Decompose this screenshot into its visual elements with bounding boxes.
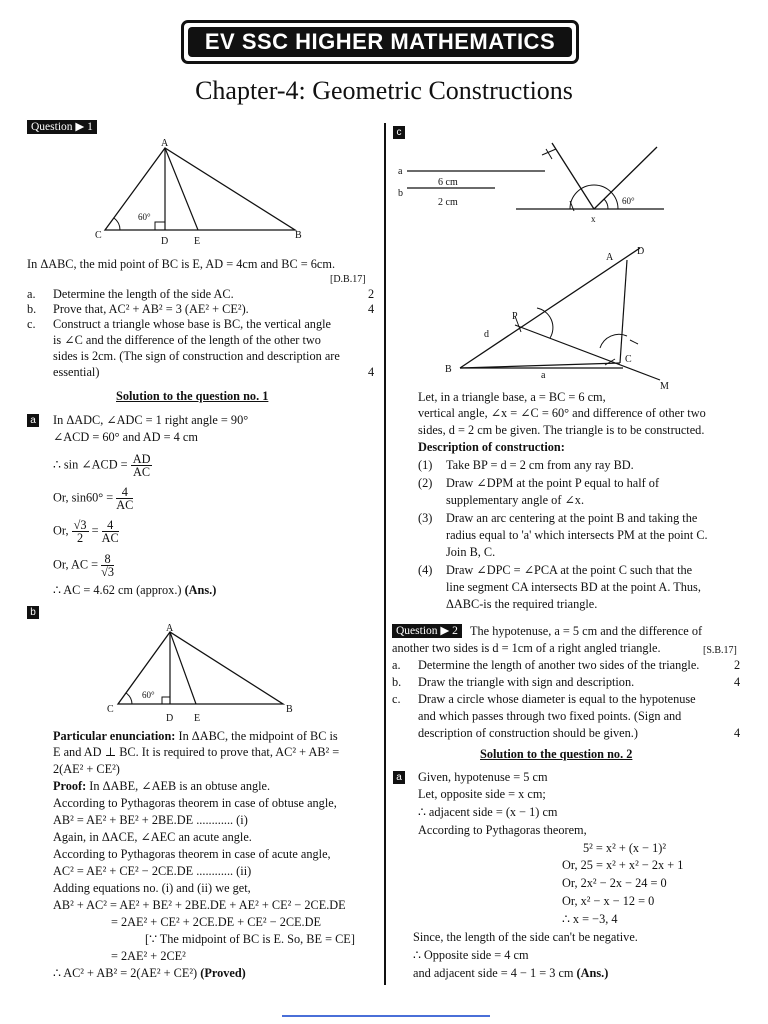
- sol1-b-line-5: According to Pythagoras theorem in case of obtuse angle,: [53, 796, 337, 810]
- q1-b-text: Prove that, AC² + AB² = 3 (AE² + CE²).: [53, 302, 249, 316]
- sol2-line-2: Let, opposite side = x cm;: [418, 787, 546, 801]
- sol1-b-line-3: 2(AE² + CE²): [53, 762, 120, 776]
- sol1-a-line-7: ∴ AC = 4.62 cm (approx.) (Ans.): [53, 583, 217, 597]
- q1-c-text-3: sides is 2cm. (The sign of construction and description are: [53, 349, 340, 363]
- sol1-b-line-13: [∵ The midpoint of BC is E. So, BE = CE]: [145, 932, 355, 946]
- sol1-b-line-11: AB² + AC² = AE² + BE² + 2BE.DE + AE² + CE² − 2CE.DE: [53, 898, 346, 912]
- construction-given-3: sides, d = 2 cm be given. The triangle is to be constructed.: [418, 423, 705, 437]
- q1-b-label: b.: [27, 302, 37, 316]
- sol1-b-line-6: AB² = AE² + BE² + 2BE.DE ............ (i): [53, 813, 248, 827]
- step-4-text-2: line segment CA intersects BD at the point A. Thus,: [446, 580, 701, 594]
- footer-link-underline: [282, 1015, 490, 1017]
- sol1-b-line-10: Adding equations no. (i) and (ii) we get,: [53, 881, 251, 895]
- fig2-label-a: A: [606, 252, 614, 263]
- q1-c-text-2: is ∠C and the difference of the length of the other two: [53, 333, 321, 347]
- sol1-b-line-12: = 2AE² + CE² + 2CE.DE + CE² − 2CE.DE: [111, 915, 322, 929]
- sol2-line-3: ∴ adjacent side = (x − 1) cm: [418, 805, 558, 819]
- sol2-eq-3: Or, 2x² − 2x − 24 = 0: [562, 876, 667, 890]
- fig2-label-a-small: a: [541, 370, 546, 381]
- q2-a-label: a.: [392, 658, 401, 672]
- sol1-a-line-6: Or, AC = $\frac{8}{√3}$: [53, 552, 115, 579]
- q2-c-text-1: Draw a circle whose diameter is equal to the hypotenuse: [418, 692, 696, 706]
- fig2-label-d: D: [637, 246, 645, 257]
- step-3-text-2: radius equal to 'a' which intersects PM at the point C.: [446, 528, 708, 542]
- sol1-b-line-2: E and AD ⊥ BC. It is required to prove that, AC² + AB² =: [53, 745, 340, 759]
- solution-2-title: Solution to the question no. 2: [480, 747, 633, 761]
- q1-c-text-1: Construct a triangle whose base is BC, the vertical angle: [53, 317, 331, 331]
- angle-x-60-label: 60°: [622, 196, 635, 206]
- fig2-label-c: C: [625, 354, 632, 365]
- header-banner: [181, 20, 579, 64]
- sol1-b-line-1: Particular enunciation: In ΔABC, the midpoint of BC is: [53, 729, 338, 743]
- fig1-label-b: B: [295, 230, 302, 241]
- sol2-eq-5: ∴ x = −3, 4: [562, 912, 618, 926]
- question-2-tag: Question ▶ 2: [392, 624, 462, 638]
- q2-stem-2: another two sides is d = 1cm of a right angled triangle.: [392, 641, 661, 655]
- construction-figure: [455, 240, 670, 390]
- step-3-text-1: Draw an arc centering at the point B and taking the: [446, 511, 698, 525]
- step-3-text-3: Join B, C.: [446, 545, 496, 559]
- fig1b-label-a: A: [166, 623, 174, 634]
- solution-1-title: Solution to the question no. 1: [116, 389, 269, 403]
- fig1b-label-e: E: [194, 713, 201, 724]
- sol1-a-line-1: In ΔADC, ∠ADC = 1 right angle = 90°: [53, 413, 249, 427]
- sol1-b-tag: b: [27, 606, 39, 619]
- sol1-b-line-8: According to Pythagoras theorem in case of acute angle,: [53, 847, 331, 861]
- step-2-number: (2): [418, 476, 433, 490]
- q1-a-text: Determine the length of the side AC.: [53, 287, 234, 301]
- fig1b-label-d: D: [166, 713, 174, 724]
- q1-stem: In ΔABC, the mid point of BC is E, AD = 4cm and BC = 6cm.: [27, 257, 336, 271]
- sol1-a-line-2: ∠ACD = 60° and AD = 4 cm: [53, 430, 198, 444]
- construction-given-2: vertical angle, ∠x = ∠C = 60° and difference of other two: [418, 406, 706, 420]
- step-4-number: (4): [418, 563, 433, 577]
- fig2-label-m: M: [660, 381, 669, 392]
- segment-6cm-label: 6 cm: [438, 177, 458, 188]
- sol1-a-line-5: Or, $\frac{√3}{2}$ = $\frac{4}{AC}$: [53, 518, 119, 545]
- q2-stem-1: The hypotenuse, a = 5 cm and the difference of: [470, 624, 703, 638]
- sol1-b-line-4: Proof: In ΔABE, ∠AEB is an obtuse angle.: [53, 779, 271, 793]
- sol2-eq-1: 5² = x² + (x − 1)²: [583, 841, 667, 855]
- q2-b-marks: 4: [734, 675, 741, 689]
- sol2-line-1: Given, hypotenuse = 5 cm: [418, 770, 548, 784]
- column-divider: [384, 123, 386, 985]
- sol1-a-line-4: Or, sin60° = $\frac{4}{AC}$: [53, 485, 134, 512]
- sol1-a-tag: a: [27, 414, 39, 427]
- fig2-label-d-small: d: [484, 329, 489, 340]
- q2-c-label: c.: [392, 692, 401, 706]
- fig1-label-c: C: [95, 230, 102, 241]
- sol2-eq-2: Or, 25 = x² + x² − 2x + 1: [562, 858, 684, 872]
- fig1b-angle-label: 60°: [142, 690, 155, 700]
- step-2-text-2: supplementary angle of ∠x.: [446, 493, 585, 507]
- step-2-text-1: Draw ∠DPM at the point P equal to half of: [446, 476, 660, 490]
- step-1-text: Take BP = d = 2 cm from any ray BD.: [446, 458, 634, 472]
- chapter-title: Chapter-4: Geometric Constructions: [195, 76, 573, 105]
- fig1-label-d: D: [161, 236, 169, 247]
- q2-c-text-2: and which passes through two fixed points. (Sign and: [418, 709, 682, 723]
- sol1-b-line-9: AC² = AE² + CE² − 2CE.DE ............ (ii): [53, 864, 252, 878]
- triangle-figure-1b: [108, 624, 298, 714]
- fig1b-label-b: B: [286, 704, 293, 715]
- segment-a-label: a: [398, 166, 403, 177]
- construction-description-title: Description of construction:: [418, 440, 565, 454]
- triangle-figure-1: [90, 134, 320, 249]
- step-1-number: (1): [418, 458, 433, 472]
- q1-c-label: c.: [27, 317, 36, 331]
- sol2-line-6: ∴ Opposite side = 4 cm: [413, 948, 529, 962]
- segment-b-label: b: [398, 188, 403, 199]
- banner-title: EV SSC HIGHER MATHEMATICS: [188, 27, 572, 57]
- construction-given-1: Let, in a triangle base, a = BC = 6 cm,: [418, 390, 606, 404]
- step-4-text-3: ΔABC-is the required triangle.: [446, 597, 598, 611]
- q1-source: [D.B.17]: [330, 274, 366, 285]
- step-4-text-1: Draw ∠DPC = ∠PCA at the point C such that the: [446, 563, 693, 577]
- q2-b-label: b.: [392, 675, 402, 689]
- fig1-label-e: E: [194, 236, 201, 247]
- segment-2cm-label: 2 cm: [438, 197, 458, 208]
- sol1-b-line-14: = 2AE² + 2CE²: [111, 949, 186, 963]
- q2-b-text: Draw the triangle with sign and description.: [418, 675, 635, 689]
- sol2-line-5: Since, the length of the side can't be negative.: [413, 930, 638, 944]
- sol1-b-line-7: Again, in ΔACE, ∠AEC an acute angle.: [53, 830, 252, 844]
- question-1-tag: Question ▶ 1: [27, 120, 97, 134]
- fig2-label-b: B: [445, 364, 452, 375]
- sol2-line-4: According to Pythagoras theorem,: [418, 823, 587, 837]
- fig1-angle-label: 60°: [138, 212, 151, 222]
- step-3-number: (3): [418, 511, 433, 525]
- fig2-label-p: P: [512, 311, 518, 322]
- fig1-label-a: A: [161, 138, 169, 149]
- angle-x-figure: [512, 135, 672, 220]
- fig1b-label-c: C: [107, 704, 114, 715]
- q1-a-marks: 2: [368, 287, 375, 301]
- q2-c-text-3: description of construction should be given.): [418, 726, 638, 740]
- q1-b-marks: 4: [368, 302, 375, 316]
- sol1-b-line-15: ∴ AC² + AB² = 2(AE² + CE²) (Proved): [53, 966, 246, 980]
- sol1-c-tag: c: [393, 126, 405, 139]
- sol2-a-tag: a: [393, 771, 405, 784]
- q2-a-marks: 2: [734, 658, 741, 672]
- q2-source: [S.B.17]: [703, 645, 737, 656]
- sol2-line-7: and adjacent side = 4 − 1 = 3 cm (Ans.): [413, 966, 609, 980]
- q1-a-label: a.: [27, 287, 36, 301]
- q1-c-marks: 4: [368, 365, 375, 379]
- sol1-a-line-3: ∴ sin ∠ACD = $\frac{AD}{AC}$: [53, 452, 151, 479]
- q2-c-marks: 4: [734, 726, 741, 740]
- sol2-eq-4: Or, x² − x − 12 = 0: [562, 894, 655, 908]
- angle-x-label: x: [591, 214, 596, 224]
- q1-c-text-4: essential): [53, 365, 100, 379]
- q2-a-text: Determine the length of another two sides of the triangle.: [418, 658, 700, 672]
